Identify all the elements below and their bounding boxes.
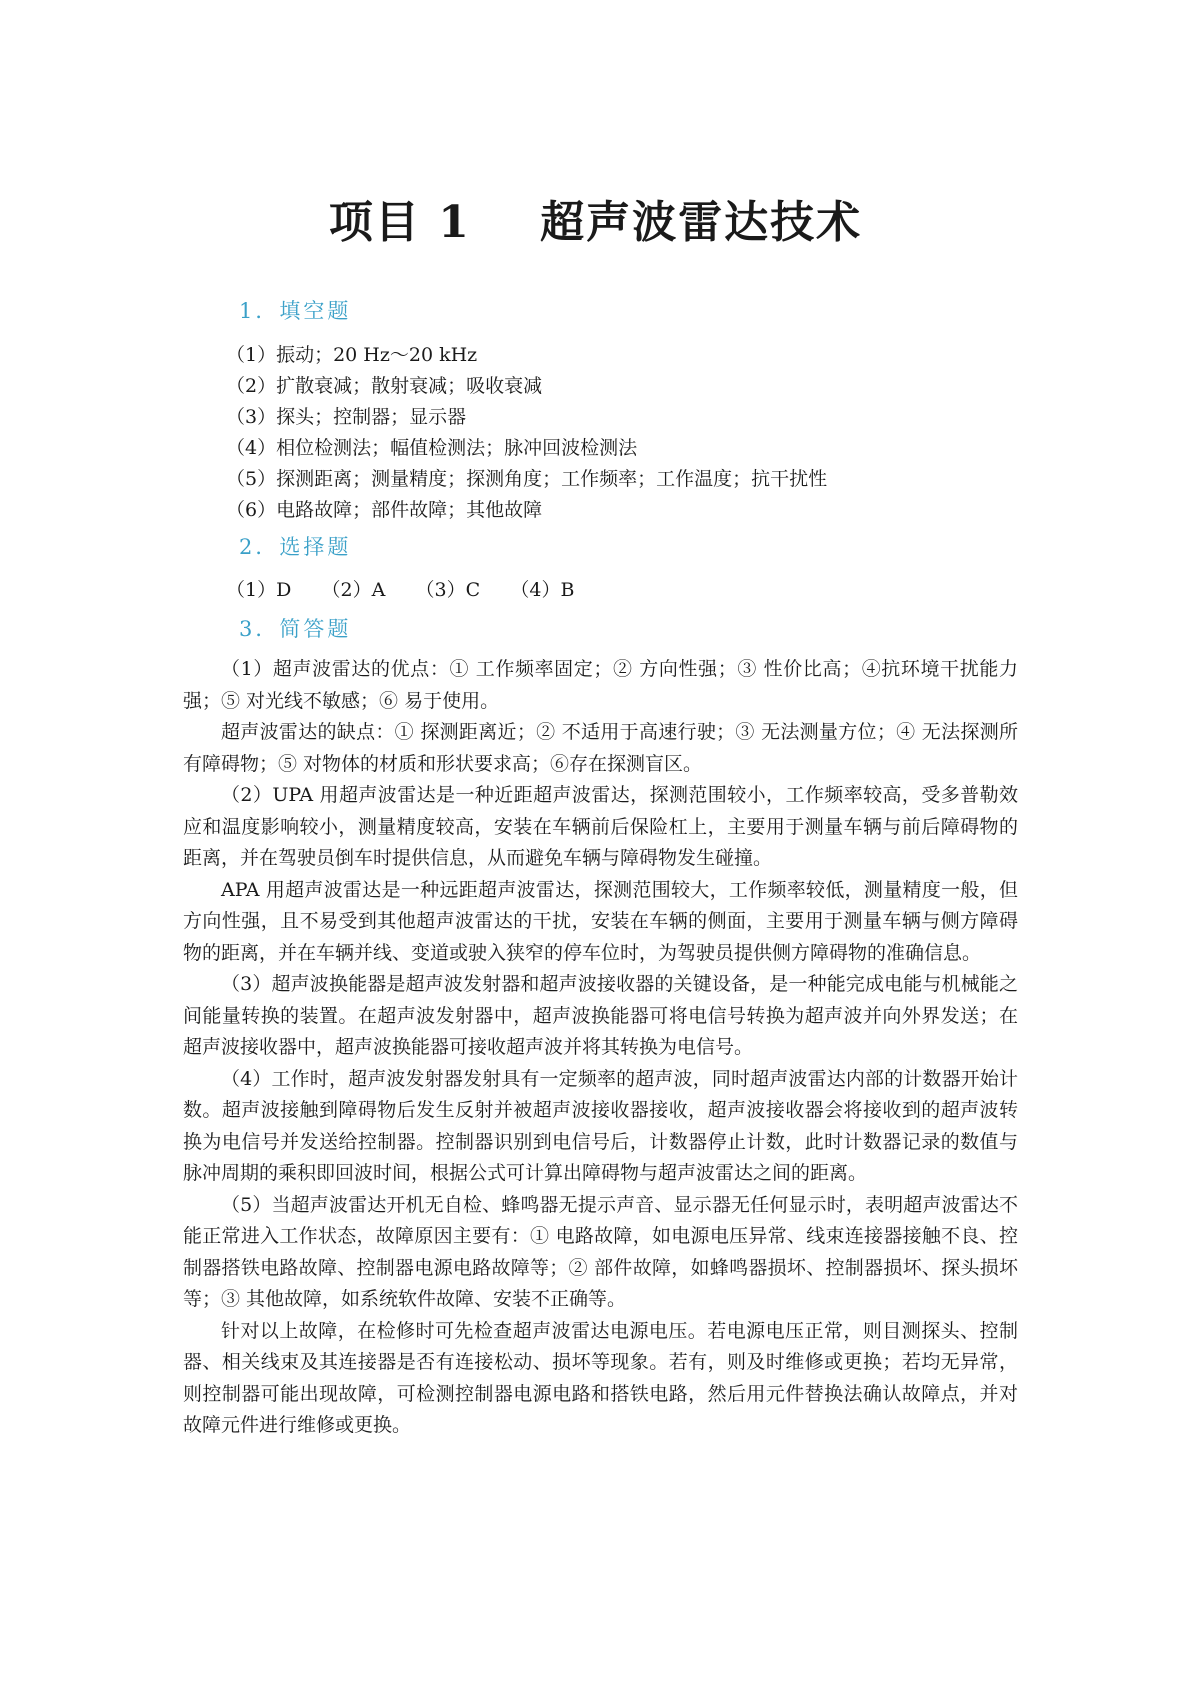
answer-paragraph: APA 用超声波雷达是一种远距超声波雷达，探测范围较大，工作频率较低，测量精度一般，但方向性强，且不易受到其他超声波雷达的干扰，安装在车辆的侧面，主要用于测量车辆与侧方障碍物的距离，并在车辆并线、变道或驶入狭窄的停车位时，为驾驶员提供侧方障碍物的准确信息。 (183, 878, 1018, 964)
answer-paragraph: （2）UPA 用超声波雷达是一种近距超声波雷达，探测范围较小，工作频率较高，受多普勒效应和温度影响较小，测量精度较高，安装在车辆前后保险杠上，主要用于测量车辆与前后障碍物的距离，并在驾驶员倒车时提供信息，从而避免车辆与障碍物发生碰撞。 (183, 784, 1018, 869)
choice-answers: （1）D （2）A （3）C （4）B (226, 579, 575, 601)
answer-item: （5）探测距离；测量精度；探测角度；工作频率；工作温度；抗干扰性 (226, 468, 828, 490)
answer-paragraph: （3）超声波换能器是超声波发射器和超声波接收器的关键设备，是一种能完成电能与机械能之间能量转换的装置。在超声波发射器中，超声波换能器可将电信号转换为超声波并向外界发送；在超声波接收器中，超声波换能器可接收超声波并将其转换为电信号。 (183, 973, 1018, 1058)
answer-paragraph: （5）当超声波雷达开机无自检、蜂鸣器无提示声音、显示器无任何显示时，表明超声波雷达不能正常进入工作状态，故障原因主要有：① 电路故障，如电源电压异常、线束连接器接触不良、控制器搭铁电路故障、控制器电源电路故障等；② 部件故障，如蜂鸣器损坏、控制器损坏、探头损坏等；③ 其他故障，如系统软件故障、安装不正确等。 (183, 1193, 1018, 1310)
short-answers (183, 654, 1018, 1442)
answer-paragraph: 超声波雷达的缺点：① 探测距离近；② 不适用于高速行驶；③ 无法测量方位；④ 无法探测所有障碍物；⑤ 对物体的材质和形状要求高；⑥存在探测盲区。 (183, 721, 1018, 775)
answer-item: （1）振动；20 Hz～20 kHz (226, 344, 478, 366)
answer-paragraph: （1）超声波雷达的优点：① 工作频率固定；② 方向性强；③ 性价比高；④抗环境干扰能力强；⑤ 对光线不敏感；⑥ 易于使用。 (183, 658, 1018, 712)
fill-in-answers (183, 340, 1018, 526)
section-heading-short-answer: 3．简答题 (239, 617, 352, 641)
answer-content (183, 290, 1018, 1442)
answer-item: （3）探头；控制器；显示器 (226, 406, 467, 428)
answer-paragraph: （4）工作时，超声波发射器发射具有一定频率的超声波，同时超声波雷达内部的计数器开始计数。超声波接触到障碍物后发生反射并被超声波接收器接收，超声波接收器会将接收到的超声波转换为电信号并发送给控制器。控制器识别到电信号后，计数器停止计数，此时计数器记录的数值与脉冲周期的乘积即回波时间，根据公式可计算出障碍物与超声波雷达之间的距离。 (183, 1067, 1018, 1184)
answer-item: （4）相位检测法；幅值检测法；脉冲回波检测法 (226, 437, 638, 459)
section-heading-choice: 2．选择题 (239, 535, 352, 559)
answer-item: （6）电路故障；部件故障；其他故障 (226, 499, 543, 521)
section-heading-fill-in: 1．填空题 (239, 299, 352, 323)
page-title: 项目 1 超声波雷达技术 (328, 197, 863, 248)
answer-item: （2）扩散衰减；散射衰减；吸收衰减 (226, 375, 543, 397)
answer-paragraph: 针对以上故障，在检修时可先检查超声波雷达电源电压。若电源电压正常，则目测探头、控制器、相关线束及其连接器是否有连接松动、损坏等现象。若有，则及时维修或更换；若均无异常，则控制器可能出现故障，可检测控制器电源电路和搭铁电路，然后用元件替换法确认故障点，并对故障元件进行维修或更换。 (183, 1319, 1018, 1436)
